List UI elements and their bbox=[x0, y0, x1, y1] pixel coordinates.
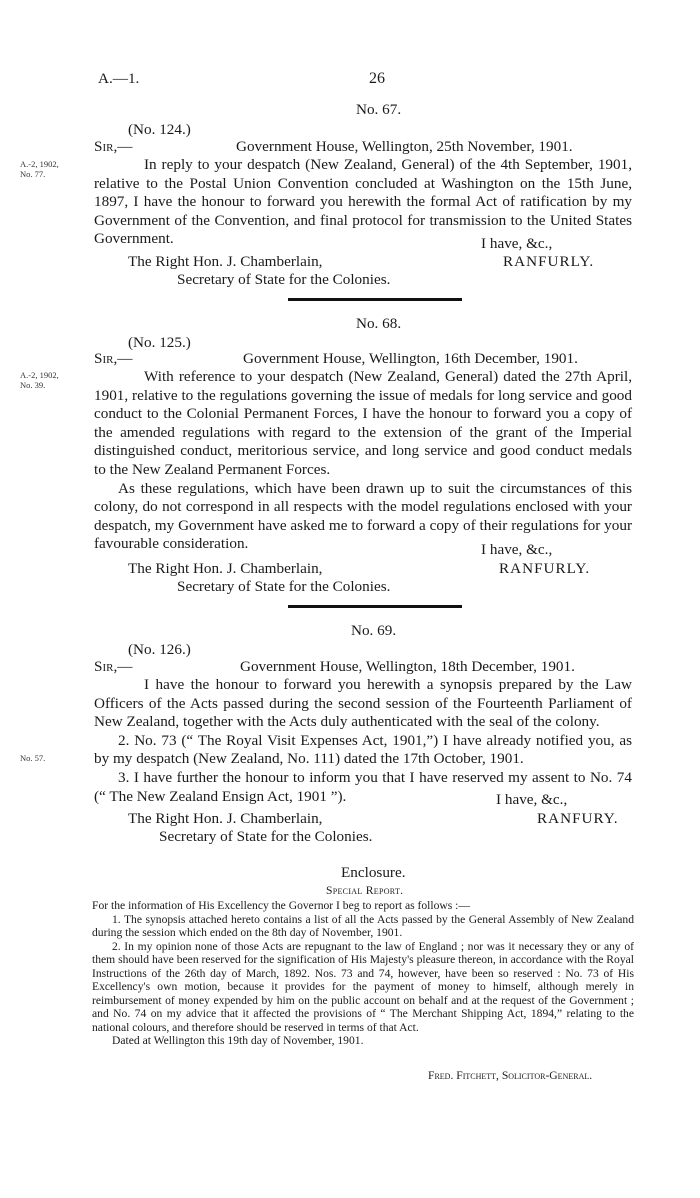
letter-number: (No. 124.) bbox=[128, 121, 191, 138]
letter-heading: No. 68. bbox=[356, 315, 402, 332]
paragraph: 2. No. 73 (“ The Royal Visit Expenses Act, 1901,”) I have already notified you, as by my despatch (New Zealand, No. 111) dated the 17th October, 1901. bbox=[94, 731, 632, 768]
paragraph: I have the honour to forward you herewith a synopsis prepared by the Law Officers of the Acts passed during the second session of the Fourteenth Parliament of New Zealand, together with the Acts duly authenticated with the seal of the colony. bbox=[94, 676, 632, 731]
letter-body bbox=[94, 368, 632, 554]
paragraph: As these regulations, which have been drawn up to suit the circumstances of this colony, do not correspond in all respects with the model regulations enclosed with your despatch, my Government have asked me to forward a copy of their regulations for your favourable consideration. bbox=[94, 479, 632, 553]
enclosure-body bbox=[92, 899, 634, 1048]
section-rule bbox=[288, 605, 462, 608]
signature: RANFURY. bbox=[537, 810, 619, 827]
page-number: 26 bbox=[369, 70, 385, 87]
place-date: Government House, Wellington, 18th December, 1901. bbox=[240, 658, 575, 675]
salutation: Sir,— bbox=[94, 350, 133, 367]
recipient-title: Secretary of State for the Colonies. bbox=[177, 271, 391, 288]
enclosure-title: Enclosure. bbox=[341, 864, 406, 881]
recipient: The Right Hon. J. Chamberlain, bbox=[128, 560, 323, 577]
paragraph: With reference to your despatch (New Zealand, General) dated the 27th April, 1901, relative to the regulations governing the issue of medals for long service and good conduct to the Colonial Permanent Forces, I have the honour to forward you a copy of the amended regulations with regard to the extension of the grant of the Imperial distinguished conduct, meritorious service, and long service and good conduct medals to the New Zealand Permanent Forces. bbox=[94, 368, 632, 478]
paragraph: For the information of His Excellency the Governor I beg to report as follows :— bbox=[92, 899, 470, 912]
place-date: Government House, Wellington, 16th December, 1901. bbox=[243, 350, 578, 367]
place-date: Government House, Wellington, 25th November, 1901. bbox=[236, 138, 573, 155]
closing: I have, &c., bbox=[496, 791, 568, 808]
paragraph: 2. In my opinion none of those Acts are repugnant to the law of England ; nor was it necessary they or any of them should have been reserved for the signification of His Majesty's pleasure thereon, in accordance with the Royal Instructions of the 26th day of March, 1892. Nos. 73 and 74, however, have been so reserved : No. 73 of His Excellency's own motion, because it provides for the payment of money to himself, although merely in reimbursement of money expended by him on the public account on behalf and at the request of the Government ; and No. 74 on my advice that it affected the provisions of “ The Merchant Shipping Act, 1894,” relating to the national colours, and therefore should be reserved in terms of that Act. bbox=[92, 939, 634, 1034]
paragraph: 1. The synopsis attached hereto contains a list of all the Acts passed by the General Assembly of New Zealand during the session which ended on the 8th day of November, 1901. bbox=[92, 912, 634, 939]
signature: RANFURLY. bbox=[499, 560, 591, 577]
closing: I have, &c., bbox=[481, 541, 553, 558]
signature: RANFURLY. bbox=[503, 253, 595, 270]
letter-number: (No. 126.) bbox=[128, 641, 191, 658]
salutation: Sir,— bbox=[94, 658, 133, 675]
paragraph: In reply to your despatch (New Zealand, General) of the 4th September, 1901, relative to the Postal Union Convention concluded at Washington on the 15th June, 1897, I have the honour to forward you herewith the formal Act of ratification by my Government of the Convention, and final protocol for transmission to the United States Government. bbox=[94, 156, 632, 248]
letter-body bbox=[94, 676, 632, 806]
page-ref: A.—1. bbox=[98, 70, 140, 87]
dated-line: Dated at Wellington this 19th day of November, 1901. bbox=[112, 1034, 364, 1047]
recipient-title: Secretary of State for the Colonies. bbox=[177, 578, 391, 595]
enclosure-subtitle: Special Report. bbox=[326, 884, 404, 897]
margin-note: A.-2, 1902, No. 77. bbox=[20, 159, 59, 179]
margin-note: No. 57. bbox=[20, 753, 46, 763]
recipient: The Right Hon. J. Chamberlain, bbox=[128, 253, 323, 270]
letter-number: (No. 125.) bbox=[128, 334, 191, 351]
recipient-title: Secretary of State for the Colonies. bbox=[159, 828, 373, 845]
margin-note: A.-2, 1902, No. 39. bbox=[20, 370, 59, 390]
salutation: Sir,— bbox=[94, 138, 133, 155]
letter-heading: No. 69. bbox=[351, 622, 397, 639]
section-rule bbox=[288, 298, 462, 301]
closing: I have, &c., bbox=[481, 235, 553, 252]
signatory: Fred. Fitchett, Solicitor-General. bbox=[428, 1069, 593, 1082]
letter-heading: No. 67. bbox=[356, 101, 402, 118]
paragraph: 3. I have further the honour to inform you that I have reserved my assent to No. 74 (“ The New Zealand Ensign Act, 1901 ”). bbox=[94, 768, 632, 805]
recipient: The Right Hon. J. Chamberlain, bbox=[128, 810, 323, 827]
